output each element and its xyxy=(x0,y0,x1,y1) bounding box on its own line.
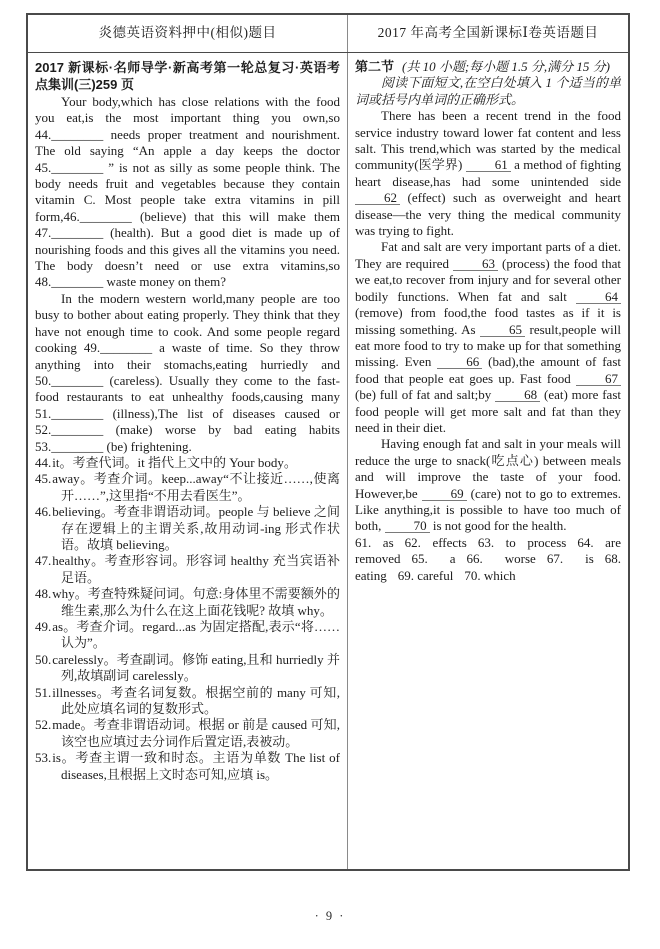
passage-paragraph: Fat and salt are very important parts of a diet. They are required 63 (process) the food that we eat,to recover from injury and for several other bodily functions. When fat and salt 64 (remove) from food,the food tastes as if it is missing something. As 65 result,people will eat more food to try to make up for that something missing. Even 66 (bad),the amount of fast food that people eat goes up. Fast food 67 (be) full of fat and salt;by 68 (eat) more fast food people will get more salt and fat than they need in their diet. xyxy=(355,239,622,435)
answer-number: 46. xyxy=(35,504,52,520)
section-score-note: (共 10 小题;每小题 1.5 分,满分 15 分) xyxy=(402,59,611,74)
answer-item xyxy=(35,750,340,783)
table-body-row xyxy=(28,53,628,869)
table-header-row xyxy=(28,15,628,53)
answer-text: it。考查代词。it 指代上文中的 Your body。 xyxy=(52,454,297,470)
answer-item xyxy=(35,455,340,471)
answer-number: 45. xyxy=(35,471,52,487)
numbered-blank: 61 xyxy=(466,158,511,172)
answer-item xyxy=(35,504,340,553)
page-number: · 9 · xyxy=(314,909,346,923)
answer-key-item: 63. to process xyxy=(477,534,567,550)
answer-number: 53. xyxy=(35,750,52,766)
answer-text: away。考查介词。keep...away“不让接近……,使离开……”,这里指“不用去看医生”。 xyxy=(52,471,340,503)
answer-key-item: 68. eating xyxy=(355,551,622,583)
answer-explanations xyxy=(35,455,340,783)
section-heading xyxy=(355,59,621,75)
answer-number: 52. xyxy=(35,717,52,733)
passage-paragraph: Having enough fat and salt in your meals will reduce the urge to snack(吃点心) between meals and will improve the taste of your food. However,be 69 (care) not to go to extremes. Like anything,it is possible to have too much of both, 70 is not good for the health. xyxy=(355,436,621,534)
answer-item xyxy=(35,685,340,718)
answer-text: as。考查介词。regard...as 为固定搭配,表示“将……认为”。 xyxy=(52,619,340,651)
answer-text: healthy。考查形容词。形容词 healthy 充当宾语补足语。 xyxy=(52,553,340,585)
section-title: 第二节 xyxy=(355,59,395,74)
left-column-press-material xyxy=(28,53,348,869)
answer-number: 51. xyxy=(35,684,52,700)
answer-item xyxy=(35,717,340,750)
numbered-blank: 67 xyxy=(576,372,621,386)
answer-key-item: 67. is xyxy=(546,551,594,567)
answer-item xyxy=(35,553,340,586)
answer-number: 48. xyxy=(35,586,52,602)
answer-key-item: 66. worse xyxy=(466,551,536,567)
answer-item xyxy=(35,652,340,685)
answer-text: illnesses。考查名词复数。根据空前的 many 可知,此处应填名词的复数形式。 xyxy=(52,684,340,717)
numbered-blank: 64 xyxy=(576,290,621,304)
answer-text: made。考查非谓语动词。根据 or 前是 caused 可知,该空也应填过去分词作后置定语,表被动。 xyxy=(52,717,340,749)
numbered-blank: 65 xyxy=(480,323,525,337)
answer-text: why。考查特殊疑问词。句意:身体里不需要额外的维生素,那么为什么在这上面花钱呢? 故填 why。 xyxy=(52,586,340,618)
answer-key-item: 65. a xyxy=(411,551,456,567)
passage-paragraph: There has been a recent trend in the food service industry toward lower fat content and less salt. This trend,which was started by the medical community(医学界) 61 a method of fighting heart disease,has had some unintended side 62 (effect) such as overweight and heart disease—the very thing the medical community was trying to fight. xyxy=(355,108,621,239)
answer-number: 44. xyxy=(35,454,52,470)
section-instructions: 阅读下面短文,在空白处填入 1 个适当的单词或括号内单词的正确形式。 xyxy=(355,75,621,107)
answer-item xyxy=(35,586,340,619)
right-column-gaokao-exam xyxy=(348,53,628,869)
answer-key-item: 61. as xyxy=(355,534,394,550)
numbered-blank: 66 xyxy=(437,355,482,369)
header-cell-press-match-title: 炎德英语资料押中(相似)题目 xyxy=(28,15,348,52)
source-heading: 2017 新课标·名师导学·新高考第一轮总复习·英语考点集训(三)259 页 xyxy=(35,60,340,92)
answer-number: 49. xyxy=(35,619,52,634)
answer-key xyxy=(355,535,621,584)
answer-item xyxy=(35,471,340,504)
header-cell-gaokao-title: 2017 年高考全国新课标Ⅰ卷英语题目 xyxy=(377,25,599,41)
answer-number: 47. xyxy=(35,553,52,569)
numbered-blank: 63 xyxy=(453,257,498,271)
numbered-blank: 68 xyxy=(495,388,540,402)
answer-key-item: 64. are removed xyxy=(355,534,622,567)
numbered-blank: 70 xyxy=(385,519,430,533)
numbered-blank: 62 xyxy=(355,191,400,205)
answer-key-item: 69. careful xyxy=(397,567,454,583)
answer-key-item: 62. effects xyxy=(404,534,467,550)
cloze-paragraph: Your body,which has close relations with the food you eat,is the most important thing you own,so 44.________ needs proper treatment and nourishment. The old saying “An apple a day keeps the doctor 45.________ ” is not as silly as some people think. The body needs fruit and vegetables because they contain vitamin C. Most people take extra vitamins in pill form,46.________ (believe) that this will make them 47.________ (health). But a good diet is made up of nourishing foods and this gives all the vitamins you need. The body doesn’t need or use extra vitamins,so 48.________ waste money on them? xyxy=(35,94,340,290)
numbered-blank: 69 xyxy=(422,487,467,501)
answer-text: is。考查主谓一致和时态。主语为单数 The list of diseases,且根据上文时态可知,应填 is。 xyxy=(52,750,340,782)
comparison-table xyxy=(26,13,630,871)
answer-item xyxy=(35,619,340,652)
answer-text: believing。考查非谓语动词。people 与 believe 之间存在逻辑上的主谓关系,故用动词-ing 形式作状语。故填 believing。 xyxy=(52,504,340,552)
answer-number: 50. xyxy=(35,651,52,667)
answer-key-item: 70. which xyxy=(464,567,516,583)
cloze-paragraph: In the modern western world,many people are too busy to bother about eating properly. They think that they have not enough time to cook. And some people regard cooking 49.________ a waste of time. So they throw anything into their stomachs,eating hurriedly and 50.________ (careless). Usually they come to the fast-food restaurants to eat unhealthy foods,causing many 51.________ (illness),The list of diseases caused or 52.________ (make) worse by bad eating habits 53.________ (be) frightening. xyxy=(35,290,340,454)
answer-text: carelessly。考查副词。修饰 eating,且和 hurriedly 并列,故填副词 carelessly。 xyxy=(52,651,340,684)
